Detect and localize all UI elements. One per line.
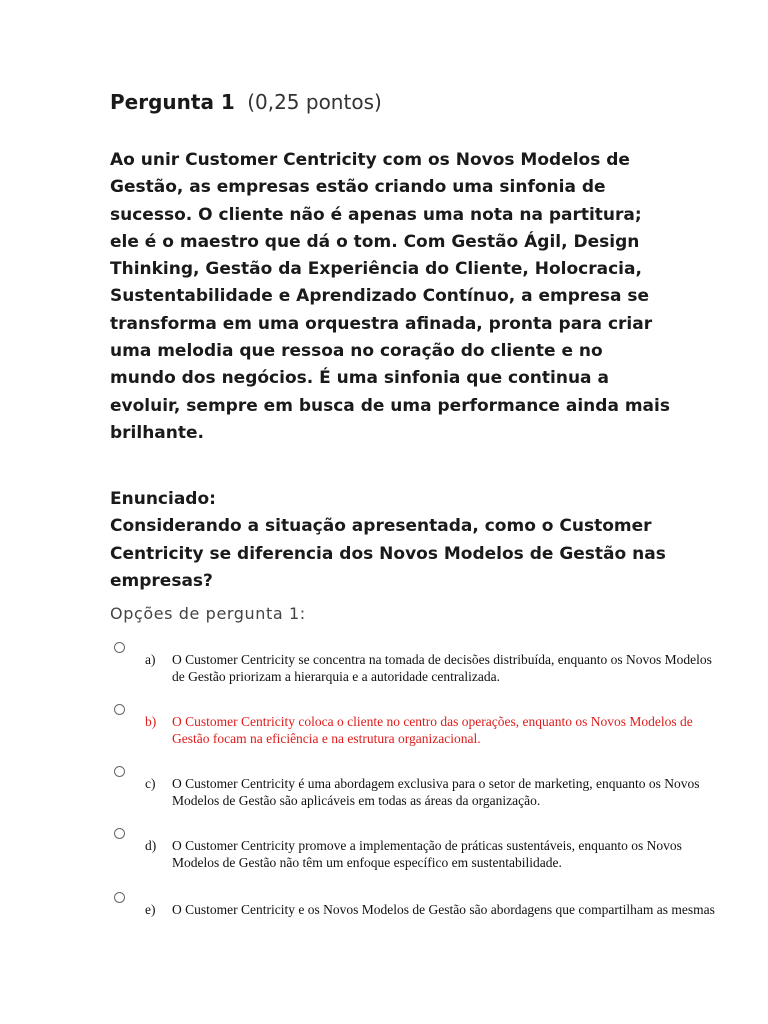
question-prompt: Ao unir Customer Centricity com os Novos Modelos de Gestão, as empresas estão criando uma sinfonia de sucesso. O cliente não é apenas uma nota na partitura; ele é o maestro que dá o tom. Com Gestão Ágil, Design Thinking, Gestão da Experiência do Cliente, Holocracia, Sustentabilidade e Aprendizado Contínuo, a empresa se transforma em uma orquestra afinada, pronta para criar uma melodia que ressoa no coração do cliente e no mundo dos negócios. É uma sinfonia que continua a evoluir, sempre em busca de uma performance ainda mais brilhante. xyxy=(110,150,670,443)
option-letter: a) xyxy=(145,652,156,667)
option-text-line: O Customer Centricity se concentra na tomada de decisões distribuída, enquanto os Novos Modelos xyxy=(172,652,712,667)
option-text xyxy=(172,775,768,809)
option-text-line: O Customer Centricity promove a implementação de práticas sustentáveis, enquanto os Novos xyxy=(172,838,682,853)
radio-button-icon[interactable] xyxy=(114,704,125,715)
option-letter: d) xyxy=(145,838,157,853)
option-text-line: O Customer Centricity e os Novos Modelos de Gestão são abordagens que compartilham as mesmas xyxy=(172,902,715,917)
option-text-line: O Customer Centricity é uma abordagem exclusiva para o setor de marketing, enquanto os Novos xyxy=(172,776,700,791)
statement-block xyxy=(110,486,670,595)
question-title: Pergunta 1 xyxy=(110,90,235,114)
option-letter: b) xyxy=(145,714,157,729)
radio-button-icon[interactable] xyxy=(114,642,125,653)
radio-button-icon[interactable] xyxy=(114,828,125,839)
option-text xyxy=(172,901,768,918)
statement-label: Enunciado: xyxy=(110,489,216,509)
option-text-line: Gestão focam na eficiência e na estrutura organizacional. xyxy=(172,731,481,746)
statement-text: Considerando a situação apresentada, como o Customer Centricity se diferencia dos Novos Modelos de Gestão nas empresas? xyxy=(110,516,666,591)
option-text-line: Modelos de Gestão não têm um enfoque específico em sustentabilidade. xyxy=(172,855,562,870)
option-letter: c) xyxy=(145,776,156,791)
option-text-line: O Customer Centricity coloca o cliente no centro das operações, enquanto os Novos Modelos de xyxy=(172,714,693,729)
option-text-line: de Gestão priorizam a hierarquia e a autoridade centralizada. xyxy=(172,669,500,684)
question-points: (0,25 pontos) xyxy=(247,90,382,114)
options-title: Opções de pergunta 1: xyxy=(110,604,306,623)
question-header xyxy=(110,88,382,116)
option-letter: e) xyxy=(145,902,156,917)
option-text-line: Modelos de Gestão são aplicáveis em todas as áreas da organização. xyxy=(172,793,541,808)
option-text xyxy=(172,713,768,747)
radio-button-icon[interactable] xyxy=(114,892,125,903)
option-text xyxy=(172,837,768,871)
radio-button-icon[interactable] xyxy=(114,766,125,777)
option-text xyxy=(172,651,768,685)
